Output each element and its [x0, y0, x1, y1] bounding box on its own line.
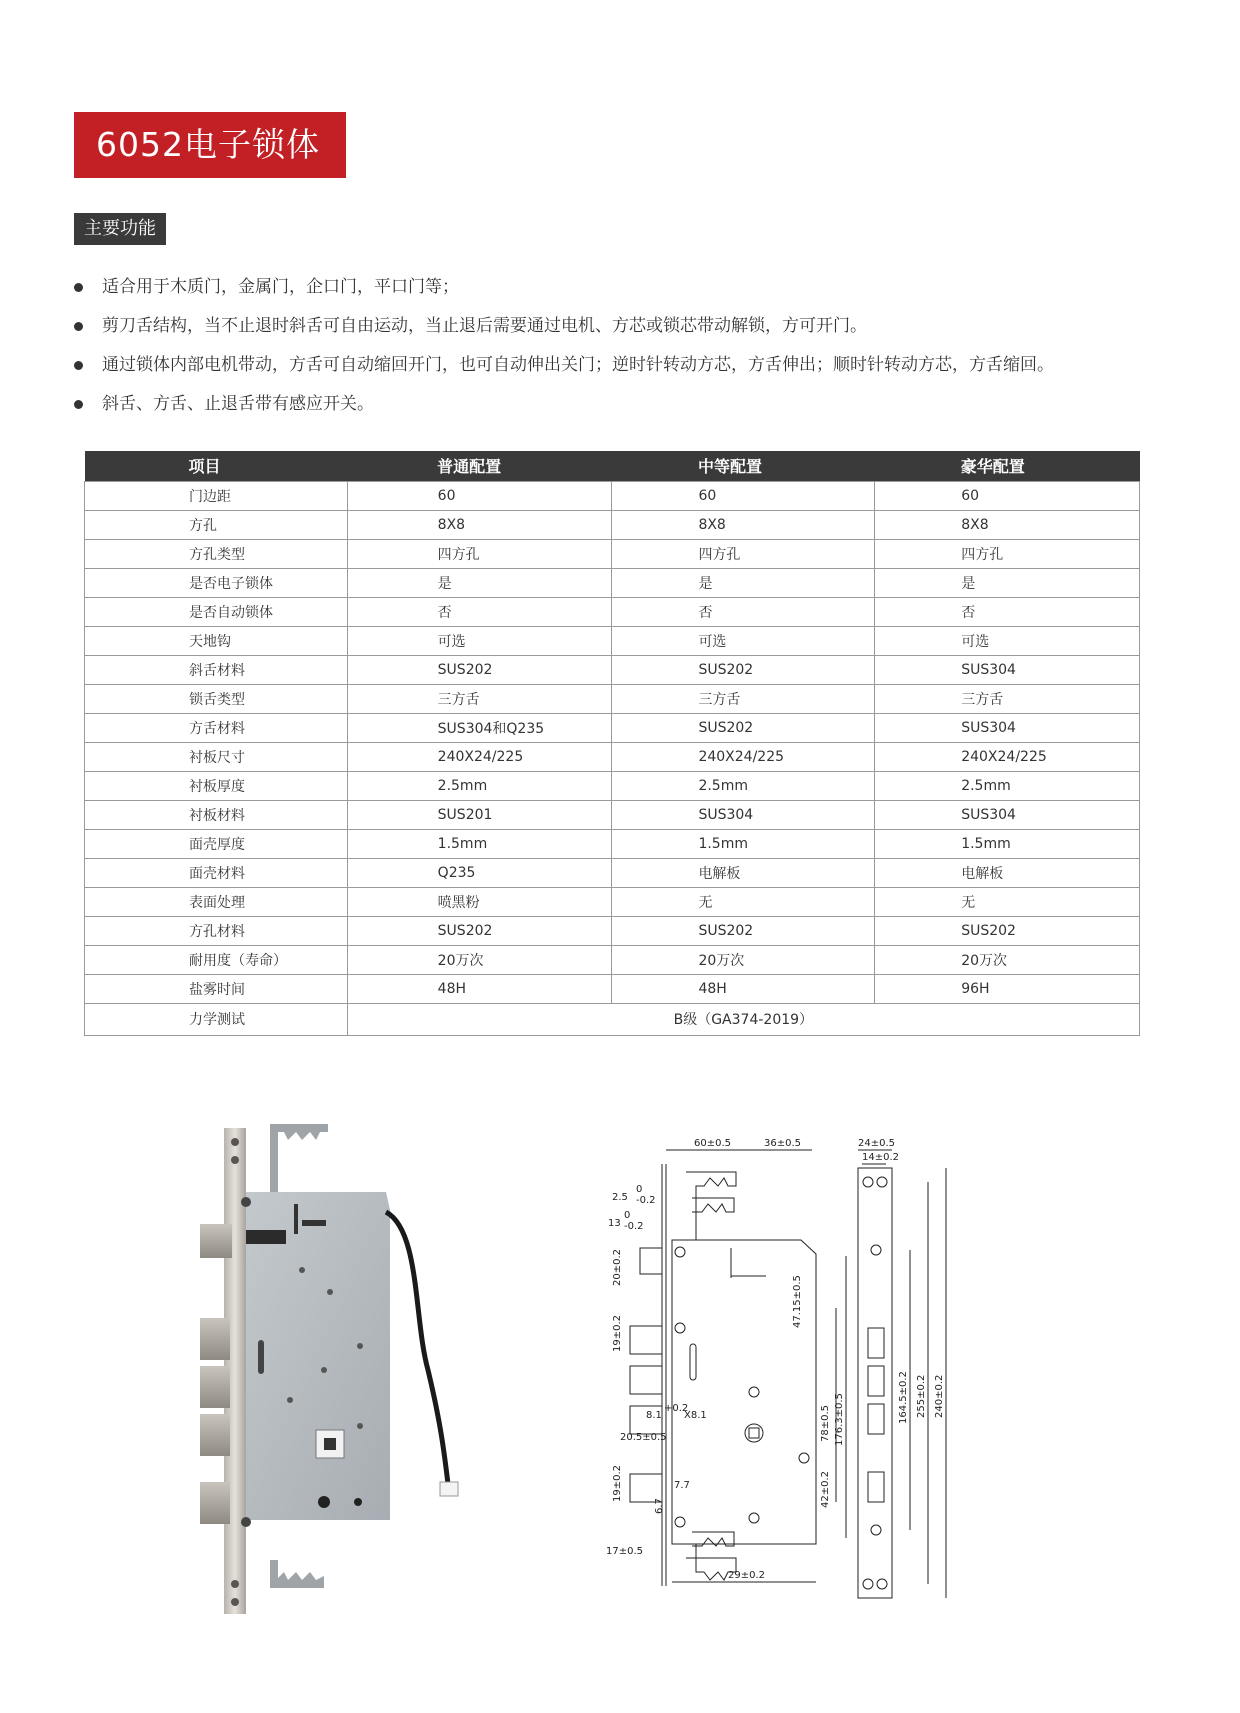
table-row	[85, 568, 1140, 597]
dim-label: 8.1	[646, 1410, 662, 1421]
table-row	[85, 974, 1140, 1003]
dim-label: 0	[636, 1184, 643, 1195]
table-header-cell: 豪华配置	[875, 451, 1140, 481]
bullet-icon	[74, 400, 83, 409]
row-label-cell: 锁舌类型	[85, 684, 348, 713]
value-cell: Q235	[347, 858, 612, 887]
value-cell: 20万次	[347, 945, 612, 974]
value-cell: 电解板	[875, 858, 1140, 887]
feature-item: 斜舌、方舌、止退舌带有感应开关。	[74, 385, 1054, 424]
table-row	[85, 539, 1140, 568]
value-cell: SUS202	[875, 916, 1140, 945]
value-cell: 240X24/225	[875, 742, 1140, 771]
row-label-cell: 面壳厚度	[85, 829, 348, 858]
dim-label: 19±0.2	[612, 1314, 623, 1352]
dim-label: 19±0.2	[612, 1464, 623, 1502]
table-row	[85, 945, 1140, 974]
dim-label: 60±0.5	[694, 1138, 732, 1149]
value-cell: 可选	[612, 626, 875, 655]
value-cell: SUS304	[875, 713, 1140, 742]
feature-item: 通过锁体内部电机带动，方舌可自动缩回开门，也可自动伸出关门；逆时针转动方芯，方舌伸出；顺时针转动方芯，方舌缩回。	[74, 346, 1054, 385]
table-header-cell: 项目	[85, 451, 348, 481]
value-cell: SUS202	[347, 655, 612, 684]
value-cell: 8X8	[612, 510, 875, 539]
dim-label: +0.2	[664, 1403, 689, 1414]
table-header-cell: 普通配置	[347, 451, 612, 481]
value-cell: 60	[875, 481, 1140, 510]
lock-body-photo	[200, 1120, 530, 1620]
value-cell: 1.5mm	[347, 829, 612, 858]
table-row	[85, 771, 1140, 800]
dim-label: 6.7	[654, 1498, 665, 1514]
row-label-cell: 方舌材料	[85, 713, 348, 742]
value-cell: 三方舌	[612, 684, 875, 713]
value-cell: 否	[875, 597, 1140, 626]
value-cell: 否	[612, 597, 875, 626]
dim-label: 14±0.2	[862, 1152, 900, 1163]
row-label-cell: 衬板材料	[85, 800, 348, 829]
row-label-cell: 力学测试	[85, 1003, 348, 1035]
value-cell: 240X24/225	[347, 742, 612, 771]
dim-label: 17±0.5	[606, 1546, 644, 1557]
table-row	[85, 626, 1140, 655]
row-label-cell: 方孔类型	[85, 539, 348, 568]
value-cell: 2.5mm	[347, 771, 612, 800]
dim-label: 20±0.2	[612, 1248, 623, 1286]
dim-label: 47.15±0.5	[792, 1275, 803, 1328]
table-row	[85, 742, 1140, 771]
table-row	[85, 510, 1140, 539]
value-cell: 60	[347, 481, 612, 510]
value-cell: 48H	[347, 974, 612, 1003]
table-row	[85, 887, 1140, 916]
row-label-cell: 天地钩	[85, 626, 348, 655]
feature-item: 剪刀舌结构，当不止退时斜舌可自由运动，当止退后需要通过电机、方芯或锁芯带动解锁，方可开门。	[74, 307, 1054, 346]
value-cell: 20万次	[612, 945, 875, 974]
section-label: 主要功能	[74, 213, 166, 245]
value-cell: 电解板	[612, 858, 875, 887]
value-cell: 2.5mm	[875, 771, 1140, 800]
value-cell: SUS304	[612, 800, 875, 829]
dim-label: 42±0.2	[820, 1470, 831, 1508]
value-cell: 四方孔	[347, 539, 612, 568]
value-cell: 喷黑粉	[347, 887, 612, 916]
value-cell: SUS202	[612, 713, 875, 742]
dim-label: 176.3±0.5	[834, 1393, 845, 1446]
value-cell: SUS201	[347, 800, 612, 829]
value-cell: SUS304	[875, 800, 1140, 829]
spec-table	[84, 451, 1140, 1036]
row-label-cell: 方孔	[85, 510, 348, 539]
dim-label: 0	[624, 1210, 631, 1221]
value-cell: SUS202	[612, 916, 875, 945]
value-cell: 四方孔	[612, 539, 875, 568]
value-cell: 可选	[347, 626, 612, 655]
row-label-cell: 盐雾时间	[85, 974, 348, 1003]
dim-label: 24±0.5	[858, 1138, 896, 1149]
value-cell: SUS202	[347, 916, 612, 945]
dim-label: X8.1	[684, 1410, 707, 1421]
row-label-cell: 耐用度（寿命）	[85, 945, 348, 974]
value-cell: SUS202	[612, 655, 875, 684]
value-cell: 无	[875, 887, 1140, 916]
value-cell: 60	[612, 481, 875, 510]
row-label-cell: 面壳材料	[85, 858, 348, 887]
dim-label: 7.7	[674, 1480, 690, 1491]
value-cell: 无	[612, 887, 875, 916]
table-row	[85, 713, 1140, 742]
table-row	[85, 916, 1140, 945]
bullet-icon	[74, 322, 83, 331]
value-cell: 是	[347, 568, 612, 597]
value-cell: 否	[347, 597, 612, 626]
value-cell: SUS304	[875, 655, 1140, 684]
row-label-cell: 斜舌材料	[85, 655, 348, 684]
table-row	[85, 597, 1140, 626]
row-label-cell: 表面处理	[85, 887, 348, 916]
table-row	[85, 684, 1140, 713]
row-label-cell: 是否自动锁体	[85, 597, 348, 626]
value-cell: 三方舌	[875, 684, 1140, 713]
dimension-drawing	[606, 1128, 1026, 1618]
value-cell: 8X8	[875, 510, 1140, 539]
row-label-cell: 方孔材料	[85, 916, 348, 945]
value-cell: 2.5mm	[612, 771, 875, 800]
row-label-cell: 门边距	[85, 481, 348, 510]
value-cell: 是	[612, 568, 875, 597]
table-row	[85, 800, 1140, 829]
value-cell: 48H	[612, 974, 875, 1003]
row-label-cell: 衬板尺寸	[85, 742, 348, 771]
dim-label: 255±0.2	[916, 1374, 927, 1418]
row-label-cell: 衬板厚度	[85, 771, 348, 800]
dim-label: 2.5	[612, 1192, 628, 1203]
value-cell: 20万次	[875, 945, 1140, 974]
value-cell: SUS304和Q235	[347, 713, 612, 742]
table-row	[85, 1003, 1140, 1035]
value-cell: 可选	[875, 626, 1140, 655]
feature-item: 适合用于木质门，金属门，企口门，平口门等；	[74, 268, 1054, 307]
value-cell: 8X8	[347, 510, 612, 539]
table-header-cell: 中等配置	[612, 451, 875, 481]
dim-label: 78±0.5	[820, 1404, 831, 1442]
value-cell: 三方舌	[347, 684, 612, 713]
dim-label: 36±0.5	[764, 1138, 802, 1149]
dim-label: 20.5±0.5	[620, 1432, 667, 1443]
bullet-icon	[74, 361, 83, 370]
value-cell: B级（GA374-2019）	[347, 1003, 1139, 1035]
dim-label: -0.2	[624, 1221, 644, 1232]
table-row	[85, 829, 1140, 858]
value-cell: 240X24/225	[612, 742, 875, 771]
dim-label: 164.5±0.2	[898, 1371, 909, 1424]
value-cell: 1.5mm	[875, 829, 1140, 858]
table-row	[85, 858, 1140, 887]
value-cell: 四方孔	[875, 539, 1140, 568]
table-header-row	[85, 451, 1140, 481]
dim-label: 29±0.2	[728, 1570, 766, 1581]
value-cell: 1.5mm	[612, 829, 875, 858]
page-title: 6052电子锁体	[74, 112, 346, 178]
dim-label: 240±0.2	[934, 1374, 945, 1418]
value-cell: 96H	[875, 974, 1140, 1003]
bullet-icon	[74, 283, 83, 292]
table-row	[85, 481, 1140, 510]
value-cell: 是	[875, 568, 1140, 597]
dim-label: -0.2	[636, 1195, 656, 1206]
feature-list	[74, 268, 1054, 424]
table-row	[85, 655, 1140, 684]
dim-label: 13	[608, 1218, 621, 1229]
row-label-cell: 是否电子锁体	[85, 568, 348, 597]
